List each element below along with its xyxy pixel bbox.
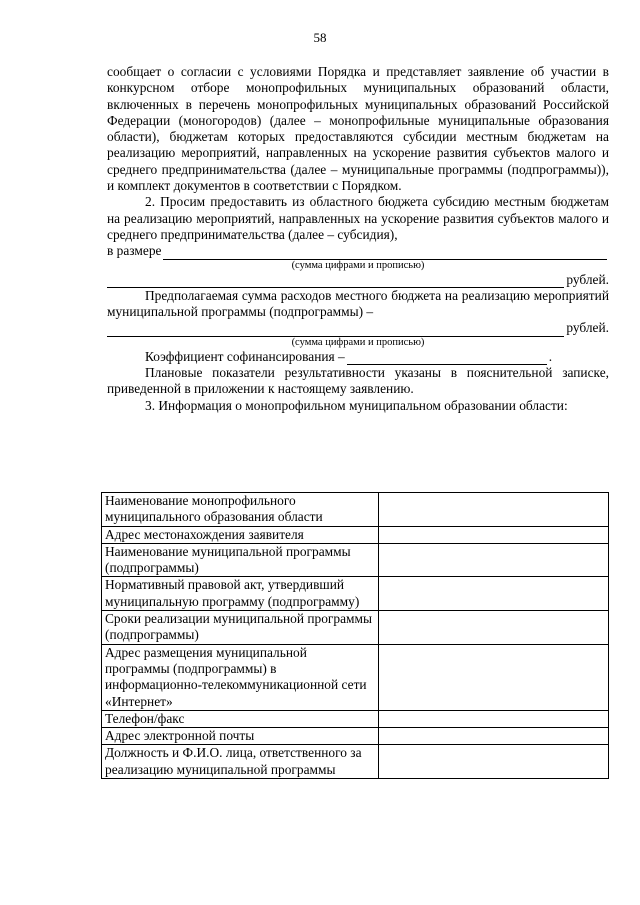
cofinancing-blank-line — [347, 352, 547, 365]
intro-paragraph: сообщает о согласии с условиями Порядка и представляет заявление об участии в конкурсном отборе монопрофильных муниципальных образований области, включенных в перечень монопрофильных муниципальных образований Российской Федерации (моногородов) (далее – монопрофильные муниципальные образования области), бюджетам которых предоставляются субсидии местным бюджетам на реализацию мероприятий, направленных на ускорение развития субъектов малого и среднего предпринимательства (далее – муниципальные программы (подпрограммы)), и комплект документов в соответствии с Порядком. — [107, 64, 609, 194]
expected-caption: (сумма цифрами и прописью) — [291, 336, 425, 348]
row-label: Сроки реализации муниципальной программы (подпрограммы) — [102, 611, 379, 645]
expected-paragraph: Предполагаемая сумма расходов местного бюджета на реализацию мероприятий муниципальной программы (подпрограммы) – — [107, 287, 609, 320]
table-row — [102, 543, 609, 577]
row-label: Наименование муниципальной программы (подпрограммы) — [102, 543, 379, 577]
row-label: Адрес местонахождения заявителя — [102, 526, 379, 543]
document-body — [107, 64, 609, 414]
expected-blank-line — [107, 324, 564, 337]
amount-caption: (сумма цифрами и прописью) — [291, 259, 425, 271]
page-number: 58 — [313, 30, 327, 45]
row-value-cell[interactable] — [378, 611, 608, 645]
row-value-cell[interactable] — [378, 745, 608, 779]
row-value-cell[interactable] — [378, 644, 608, 710]
cofinancing-label: Коэффициент софинансирования – — [145, 348, 345, 364]
plan-paragraph: Плановые показатели результативности указаны в пояснительной записке, приведенной в приложении к настоящему заявлению. — [107, 365, 609, 397]
rubles-label-2: рублей. — [566, 320, 609, 336]
table-row — [102, 710, 609, 727]
row-value-cell[interactable] — [378, 577, 608, 611]
table-row — [102, 644, 609, 710]
row-value-cell[interactable] — [378, 493, 608, 527]
expected-amount-row — [107, 320, 609, 336]
row-label: Должность и Ф.И.О. лица, ответственного за реализацию муниципальной программы — [102, 745, 379, 779]
table-row — [102, 493, 609, 527]
municipality-info-table — [101, 492, 609, 779]
row-label: Адрес электронной почты — [102, 728, 379, 745]
table-row — [102, 745, 609, 779]
cofinancing-row: Коэффициент софинансирования – . — [145, 348, 553, 364]
amount-blank-line — [163, 247, 607, 260]
row-label: Наименование монопрофильного муниципального образования области — [102, 493, 379, 527]
rubles-label: рублей. — [566, 271, 609, 287]
row-value-cell[interactable] — [378, 543, 608, 577]
amount-row-2 — [107, 272, 609, 288]
row-label: Телефон/факс — [102, 710, 379, 727]
table-row — [102, 611, 609, 645]
amount-prefix: в размере — [107, 243, 162, 259]
amount-row — [107, 243, 609, 259]
row-value-cell[interactable] — [378, 710, 608, 727]
row-label: Адрес размещения муниципальной программы (подпрограммы) в информационно-телекоммуникационной сети «Интернет» — [102, 644, 379, 710]
table-row — [102, 577, 609, 611]
row-label: Нормативный правовой акт, утвердивший муниципальную программу (подпрограмму) — [102, 577, 379, 611]
table-row — [102, 728, 609, 745]
amount-blank-line-2 — [107, 275, 564, 288]
section-3-paragraph: 3. Информация о монопрофильном муниципальном образовании области: — [145, 397, 568, 413]
request-paragraph: 2. Просим предоставить из областного бюджета субсидию местным бюджетам на реализацию мероприятий, направленных на ускорение развития субъектов малого и среднего предпринимательства (далее – субсидия), — [107, 194, 609, 242]
row-value-cell[interactable] — [378, 526, 608, 543]
row-value-cell[interactable] — [378, 728, 608, 745]
table-row — [102, 526, 609, 543]
